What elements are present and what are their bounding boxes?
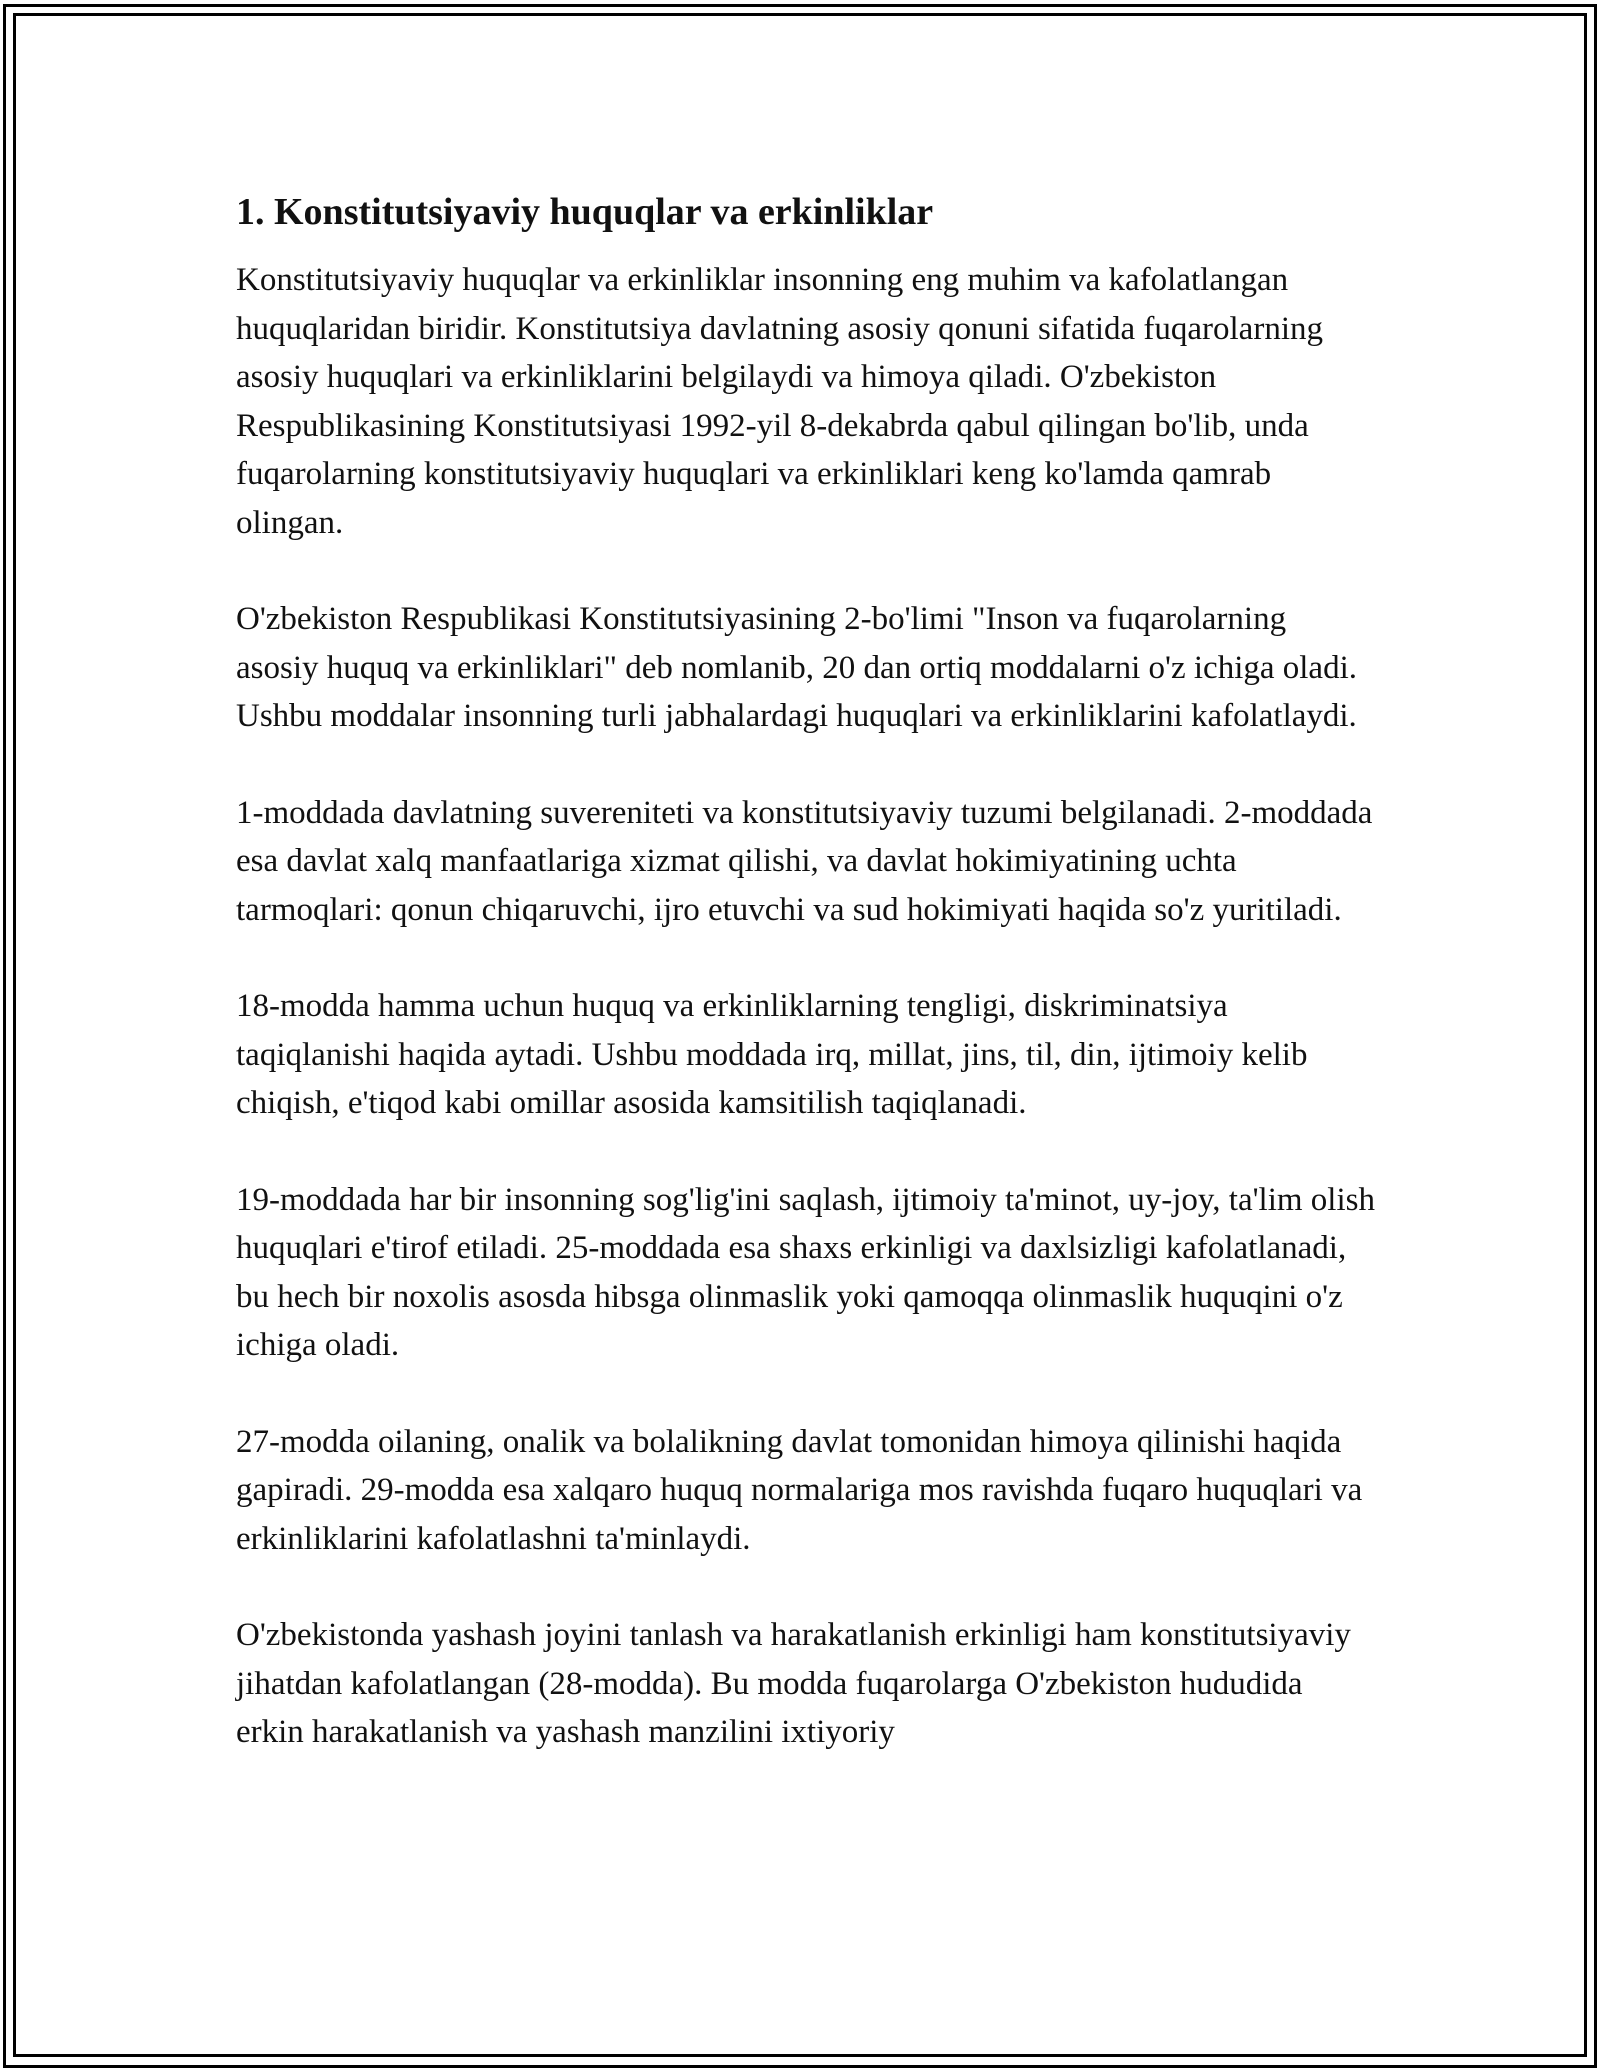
paragraph-article-18: 18-modda hamma uchun huquq va erkinliklarning tengligi, diskriminatsiya taqiqlanishi haqida aytadi. Ushbu moddada irq, millat, jins, til, din, ijtimoiy kelib chiqish, e'tiqod kabi omillar asosida kamsitilish taqiqlanadi. [236, 988, 1308, 1121]
document-body [236, 186, 1376, 1805]
paragraph-section-2: O'zbekiston Respublikasi Konstitutsiyasining 2-bo'limi "Inson va fuqarolarning asosiy huquq va erkinliklari" deb nomlanib, 20 dan ortiq moddalarni o'z ichiga oladi. Ushbu moddalar insonning turli jabhalardagi huquqlari va erkinliklarini kafolatlaydi. [236, 601, 1358, 734]
section-heading: 1. Konstitutsiyaviy huquqlar va erkinliklar [236, 191, 934, 233]
paragraph-intro: Konstitutsiyaviy huquqlar va erkinliklar insonning eng muhim va kafolatlangan huquqlaridan biridir. Konstitutsiya davlatning asosiy qonuni sifatida fuqarolarning asosiy huquqlari va erkinliklarini belgilaydi va himoya qiladi. O'zbekiston Respublikasining Konstitutsiyasi 1992-yil 8-dekabrda qabul qilingan bo'lib, unda fuqarolarning konstitutsiyaviy huquqlari va erkinliklari keng ko'lamda qamrab olingan. [236, 262, 1323, 541]
paragraph-articles-27-29: 27-modda oilaning, onalik va bolalikning davlat tomonidan himoya qilinishi haqida gapiradi. 29-modda esa xalqaro huquq normalariga mos ravishda fuqaro huquqlari va erkinliklarini kafolatlashni ta'minlaydi. [236, 1423, 1363, 1557]
paragraph-article-28: O'zbekistonda yashash joyini tanlash va harakatlanish erkinligi ham konstitutsiyaviy jihatdan kafolatlangan (28-modda). Bu modda fuqarolarga O'zbekiston hududida erkin harakatlanish va yashash manzilini ixtiyoriy [236, 1617, 1351, 1750]
paragraph-articles-1-2: 1-moddada davlatning suvereniteti va konstitutsiyaviy tuzumi belgilanadi. 2-moddada esa davlat xalq manfaatlariga xizmat qilishi, va davlat hokimiyatining uchta tarmoqlari: qonun chiqaruvchi, ijro etuvchi va sud hokimiyati haqida so'z yuritiladi. [236, 794, 1373, 928]
paragraph-articles-19-25: 19-moddada har bir insonning sog'lig'ini saqlash, ijtimoiy ta'minot, uy-joy, ta'lim olish huquqlari e'tirof etiladi. 25-moddada esa shaxs erkinligi va daxlsizligi kafolatlanadi, bu hech bir noxolis asosda hibsga olinmaslik yoki qamoqqa olinmaslik huquqini o'z ichiga oladi. [236, 1181, 1375, 1363]
